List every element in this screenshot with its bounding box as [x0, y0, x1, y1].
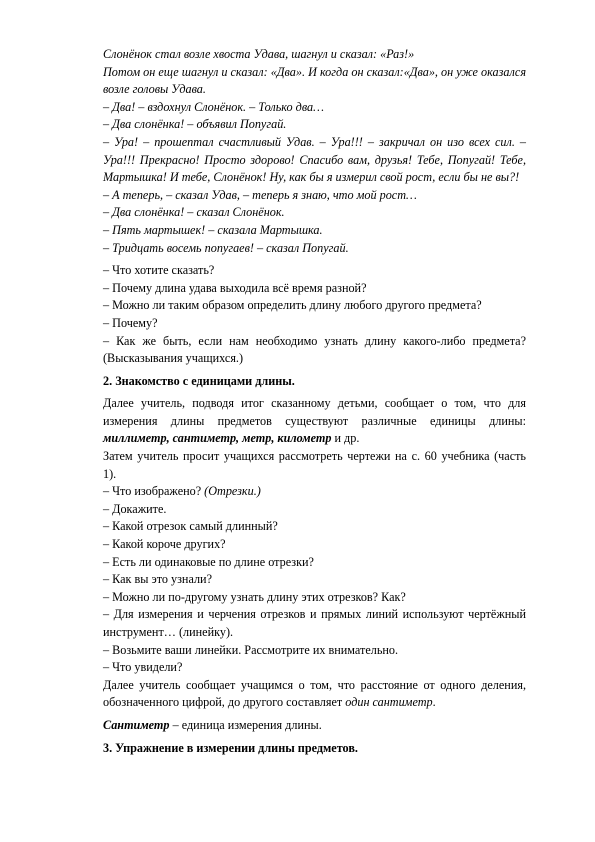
units-intro: Далее учитель, подводя итог сказанному детьми, сообщает о том, что для измерения длины предметов существуют различные единицы длины:: [103, 396, 526, 428]
question-line: – Докажите.: [103, 501, 167, 516]
centimeter-term: один сантиметр: [345, 695, 433, 710]
units-list: миллиметр, сантиметр, метр, километр: [103, 431, 332, 446]
story-line: – А теперь, – сказал Удав, – теперь я знаю, что мой рост…: [103, 187, 417, 202]
centimeter-text: Далее учитель сообщает учащимся о том, что расстояние от одного деления, обозначенного цифрой, до другого составляет: [103, 677, 526, 710]
question-line: – Почему?: [103, 315, 158, 330]
story-line: – Ура! – прошептал счастливый Удав. – Ура!!! – закричал он изо всех сил. – Ура!!! Прекрасно! Просто здорово! Спасибо вам, друзья! Тебе, Попугай! Тебе, Мартышка! И тебе, Слонёнок! Ну, как бы я измерил свой рост, если бы не вы?!: [103, 134, 526, 185]
document-page: [103, 46, 526, 757]
question-line: – Как же быть, если нам необходимо узнать длину какого-либо предмета? (Высказывания учащихся.): [103, 333, 526, 366]
textbook-paragraph: Затем учитель просит учащихся рассмотреть чертежи на с. 60 учебника (часть 1).: [103, 449, 526, 481]
question-line: – Возьмите ваши линейки. Рассмотрите их внимательно.: [103, 642, 399, 657]
question-line: – Для измерения и черчения отрезков и прямых линий используют чертёжный инструмент… (линейку).: [103, 607, 526, 639]
answer-segments: (Отрезки.): [204, 484, 261, 499]
definition-term: Сантиметр: [103, 717, 170, 732]
question-line: – Что хотите сказать?: [103, 263, 215, 278]
units-paragraph: [103, 395, 526, 448]
story-line: – Тридцать восемь попугаев! – сказал Попугай.: [103, 240, 349, 255]
definition-rest: – единица измерения длины.: [169, 717, 322, 732]
definition-line: [103, 717, 526, 735]
question-line: – Можно ли по-другому узнать длину этих отрезков? Как?: [103, 589, 406, 604]
question-line: – Можно ли таким образом определить длину любого другого предмета?: [103, 298, 482, 313]
section-2-heading: 2. Знакомство с единицами длины.: [103, 373, 295, 388]
story-line: – Пять мартышек! – сказала Мартышка.: [103, 222, 323, 237]
question-line: – Какой короче других?: [103, 537, 226, 552]
story-block: [103, 46, 526, 257]
question-what: – Что изображено?: [103, 484, 205, 499]
discussion-questions: [103, 262, 526, 368]
story-line: Слонёнок стал возле хвоста Удава, шагнул и сказал: «Раз!»: [103, 47, 415, 61]
story-line: – Два! – вздохнул Слонёнок. – Только два…: [103, 99, 324, 114]
question-line: – Какой отрезок самый длинный?: [103, 519, 278, 534]
story-line: – Два слонёнка! – объявил Попугай.: [103, 117, 287, 132]
question-line: – Почему длина удава выходила всё время разной?: [103, 280, 367, 295]
question-line: [103, 483, 526, 501]
centimeter-paragraph: [103, 677, 526, 712]
story-line: – Два слонёнка! – сказал Слонёнок.: [103, 205, 285, 220]
question-line: – Есть ли одинаковые по длине отрезки?: [103, 554, 314, 569]
question-line: – Что увидели?: [103, 660, 183, 675]
story-line: Потом он еще шагнул и сказал: «Два». И когда он сказал:«Два», он уже оказался возле головы Удава.: [103, 64, 526, 97]
units-tail: и др.: [331, 431, 360, 446]
question-line: – Как вы это узнали?: [103, 572, 212, 587]
centimeter-end: .: [432, 695, 436, 710]
section-3-heading: 3. Упражнение в измерении длины предметов.: [103, 740, 358, 755]
